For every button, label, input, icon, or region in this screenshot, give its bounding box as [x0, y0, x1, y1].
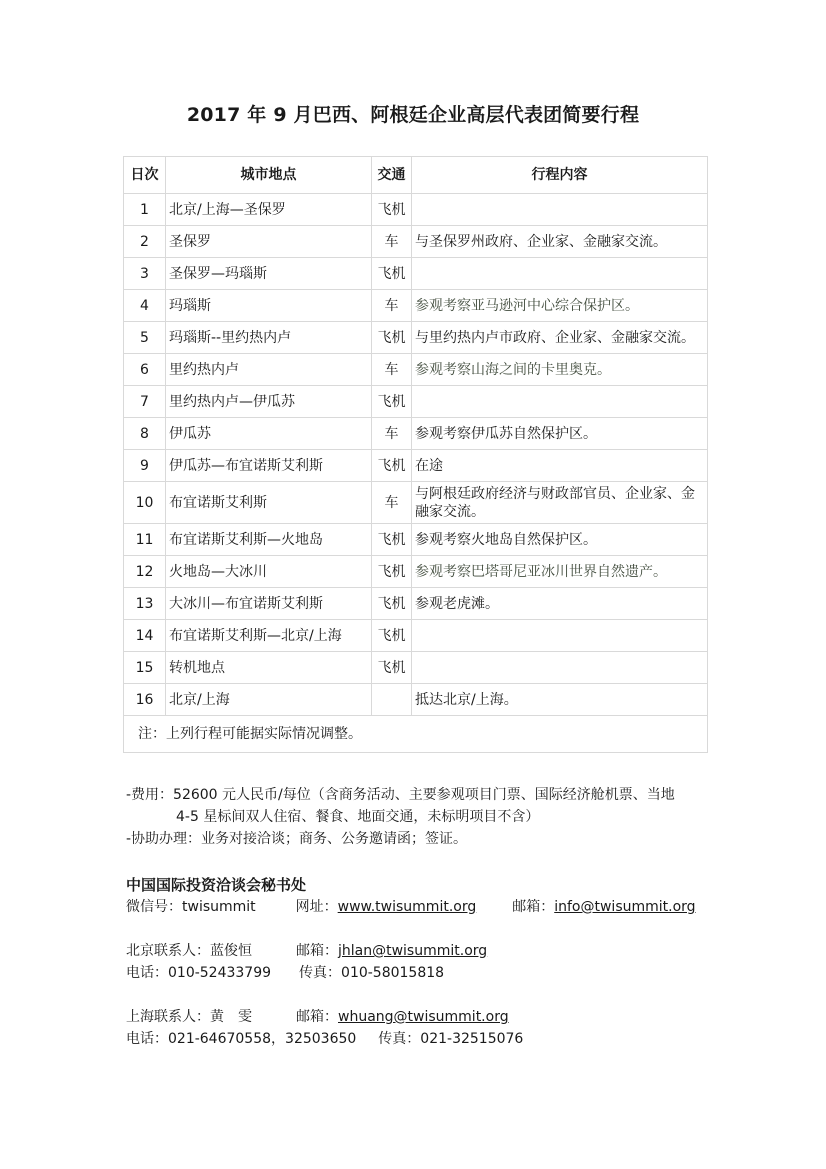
beijing-fax: 010-58015818	[341, 965, 445, 981]
day-cell: 13	[124, 588, 166, 620]
table-row	[124, 290, 708, 322]
note-row	[124, 716, 708, 753]
header-content: 行程内容	[412, 157, 708, 194]
day-cell: 15	[124, 652, 166, 684]
transport-cell: 飞机	[372, 588, 412, 620]
shanghai-fax: 021-32515076	[420, 1031, 524, 1047]
place-cell: 大冰川—布宜诺斯艾利斯	[166, 588, 372, 620]
transport-cell	[372, 684, 412, 716]
shanghai-email-link[interactable]: whuang@twisummit.org	[338, 1009, 509, 1025]
content-cell: 在途	[412, 450, 708, 482]
place-cell: 转机地点	[166, 652, 372, 684]
day-cell: 11	[124, 524, 166, 556]
contact-section	[126, 874, 746, 1050]
header-transport: 交通	[372, 157, 412, 194]
content-cell: 参观老虎滩。	[412, 588, 708, 620]
beijing-phone-line	[126, 962, 746, 984]
place-cell: 圣保罗—玛瑙斯	[166, 258, 372, 290]
table-row	[124, 258, 708, 290]
beijing-fax-label: 传真：	[299, 965, 342, 981]
place-cell: 布宜诺斯艾利斯—火地岛	[166, 524, 372, 556]
shanghai-email-label: 邮箱：	[296, 1009, 338, 1025]
wechat-id: twisummit	[182, 899, 256, 915]
table-row	[124, 482, 708, 524]
page-title: 2017 年 9 月巴西、阿根廷企业高层代表团简要行程	[186, 104, 640, 126]
place-cell: 里约热内卢—伊瓜苏	[166, 386, 372, 418]
table-row	[124, 556, 708, 588]
fees-section	[126, 784, 726, 850]
shanghai-person-label: 上海联系人：	[126, 1009, 210, 1025]
content-cell: 参观考察伊瓜苏自然保护区。	[412, 418, 708, 450]
transport-cell: 飞机	[372, 556, 412, 588]
website-link[interactable]: www.twisummit.org	[337, 899, 477, 915]
content-cell: 与阿根廷政府经济与财政部官员、企业家、金融家交流。	[412, 482, 708, 524]
table-row	[124, 226, 708, 258]
table-row	[124, 524, 708, 556]
place-cell: 玛瑙斯	[166, 290, 372, 322]
day-cell: 7	[124, 386, 166, 418]
table-row	[124, 620, 708, 652]
transport-cell: 飞机	[372, 652, 412, 684]
content-cell: 抵达北京/上海。	[412, 684, 708, 716]
place-cell: 布宜诺斯艾利斯	[166, 482, 372, 524]
beijing-contact-line	[126, 940, 746, 962]
itinerary-table	[123, 156, 708, 753]
transport-cell: 飞机	[372, 620, 412, 652]
shanghai-phone-label: 电话：	[126, 1031, 168, 1047]
shanghai-phone: 021-64670558，32503650	[168, 1031, 357, 1047]
table-row	[124, 652, 708, 684]
day-cell: 2	[124, 226, 166, 258]
transport-cell: 车	[372, 290, 412, 322]
day-cell: 16	[124, 684, 166, 716]
content-cell: 与圣保罗州政府、企业家、金融家交流。	[412, 226, 708, 258]
content-cell: 与里约热内卢市政府、企业家、金融家交流。	[412, 322, 708, 354]
shanghai-phone-line	[126, 1028, 746, 1050]
day-cell: 4	[124, 290, 166, 322]
transport-cell: 飞机	[372, 194, 412, 226]
transport-cell: 车	[372, 226, 412, 258]
transport-cell: 飞机	[372, 386, 412, 418]
wechat-label: 微信号：	[126, 899, 182, 915]
beijing-person-label: 北京联系人：	[126, 943, 210, 959]
content-cell	[412, 194, 708, 226]
organization-name: 中国国际投资洽谈会秘书处	[126, 876, 307, 894]
contact-general-line	[126, 896, 746, 918]
header-place: 城市地点	[166, 157, 372, 194]
place-cell: 北京/上海—圣保罗	[166, 194, 372, 226]
transport-cell: 飞机	[372, 258, 412, 290]
header-day: 日次	[124, 157, 166, 194]
transport-cell: 飞机	[372, 450, 412, 482]
content-cell: 参观考察亚马逊河中心综合保护区。	[412, 290, 708, 322]
place-cell: 伊瓜苏—布宜诺斯艾利斯	[166, 450, 372, 482]
day-cell: 12	[124, 556, 166, 588]
fee-line: -费用：52600 元人民币/每位（含商务活动、主要参观项目门票、国际经济舱机票、当地	[126, 787, 675, 803]
content-cell	[412, 258, 708, 290]
day-cell: 5	[124, 322, 166, 354]
fee-line-continued: 4-5 星标间双人住宿、餐食、地面交通，未标明项目不含）	[176, 809, 540, 825]
beijing-person: 蓝俊恒	[210, 943, 252, 959]
content-cell	[412, 386, 708, 418]
transport-cell: 车	[372, 354, 412, 386]
beijing-email-link[interactable]: jhlan@twisummit.org	[338, 943, 488, 959]
content-cell: 参观考察山海之间的卡里奥克。	[412, 354, 708, 386]
beijing-email-label: 邮箱：	[296, 943, 338, 959]
day-cell: 10	[124, 482, 166, 524]
beijing-phone: 010-52433799	[168, 965, 272, 981]
content-cell	[412, 652, 708, 684]
shanghai-person: 黄 雯	[210, 1009, 252, 1025]
transport-cell: 飞机	[372, 322, 412, 354]
table-row	[124, 450, 708, 482]
table-row	[124, 418, 708, 450]
transport-cell: 飞机	[372, 524, 412, 556]
day-cell: 8	[124, 418, 166, 450]
beijing-phone-label: 电话：	[126, 965, 168, 981]
content-cell: 参观考察巴塔哥尼亚冰川世界自然遗产。	[412, 556, 708, 588]
table-row	[124, 354, 708, 386]
website-label: 网址：	[295, 899, 338, 915]
email-link[interactable]: info@twisummit.org	[554, 899, 696, 915]
shanghai-fax-label: 传真：	[378, 1031, 421, 1047]
place-cell: 布宜诺斯艾利斯—北京/上海	[166, 620, 372, 652]
shanghai-contact-line	[126, 1006, 746, 1028]
transport-cell: 车	[372, 418, 412, 450]
place-cell: 玛瑙斯--里约热内卢	[166, 322, 372, 354]
day-cell: 14	[124, 620, 166, 652]
table-row	[124, 386, 708, 418]
content-cell: 参观考察火地岛自然保护区。	[412, 524, 708, 556]
table-row	[124, 588, 708, 620]
place-cell: 里约热内卢	[166, 354, 372, 386]
table-row	[124, 194, 708, 226]
place-cell: 伊瓜苏	[166, 418, 372, 450]
itinerary-note: 注：上列行程可能据实际情况调整。	[124, 716, 708, 753]
email-label: 邮箱：	[512, 899, 555, 915]
assistance-line: -协助办理：业务对接洽谈；商务、公务邀请函；签证。	[126, 831, 468, 847]
place-cell: 圣保罗	[166, 226, 372, 258]
table-row	[124, 684, 708, 716]
day-cell: 6	[124, 354, 166, 386]
table-row	[124, 322, 708, 354]
content-cell	[412, 620, 708, 652]
day-cell: 3	[124, 258, 166, 290]
transport-cell: 车	[372, 482, 412, 524]
table-header-row	[124, 157, 708, 194]
place-cell: 北京/上海	[166, 684, 372, 716]
day-cell: 1	[124, 194, 166, 226]
day-cell: 9	[124, 450, 166, 482]
place-cell: 火地岛—大冰川	[166, 556, 372, 588]
